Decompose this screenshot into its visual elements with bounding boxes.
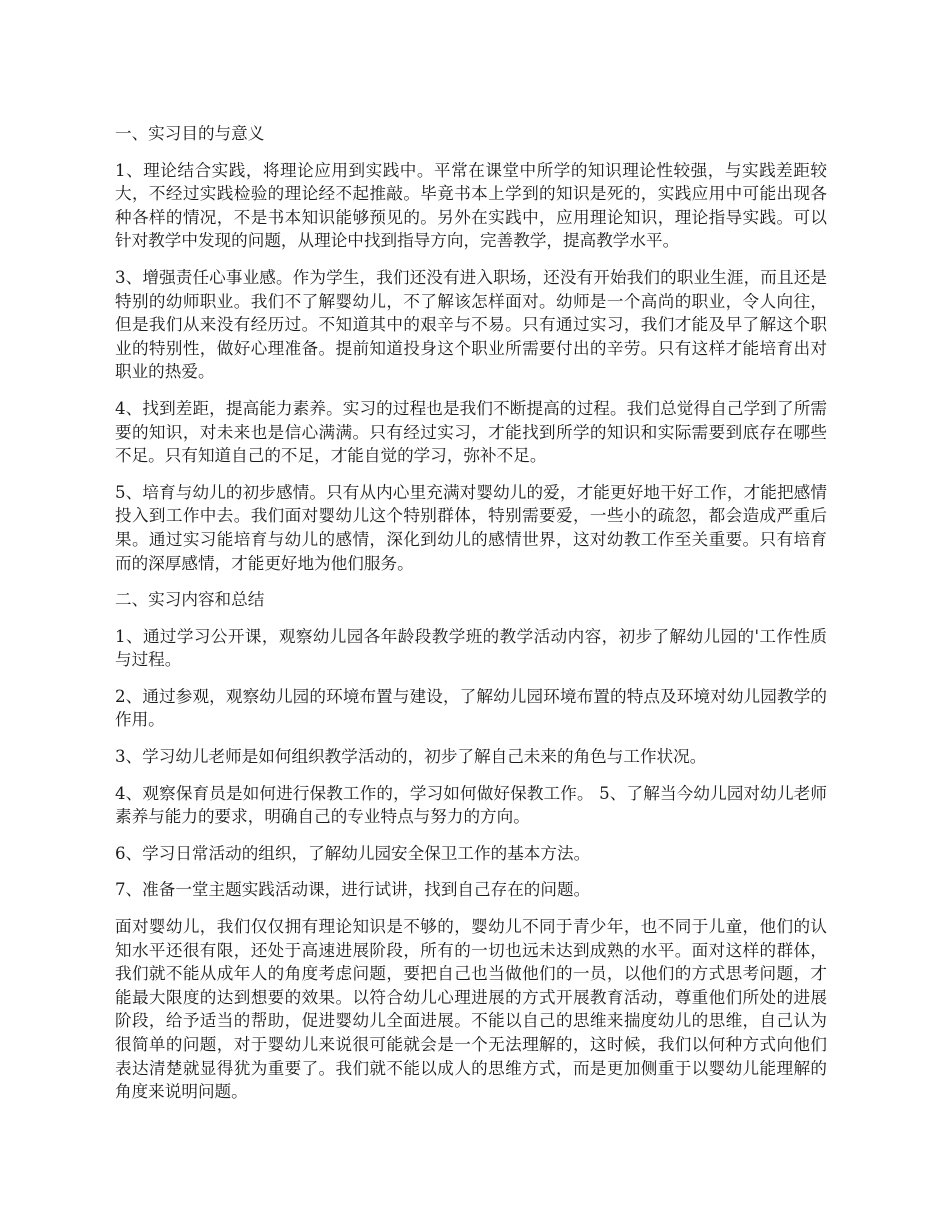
- paragraph: 3、增强责任心事业感。作为学生，我们还没有进入职场，还没有开始我们的职业生涯，而且还是特别的幼师职业。我们不了解婴幼儿，不了解该怎样面对。幼师是一个高尚的职业，令人向往，但是我们从来没有经历过。不知道其中的艰辛与不易。只有通过实习，我们才能及早了解这个职业的特别性，做好心理准备。提前知道投身这个职业所需要付出的辛劳。只有这样才能培育出对职业的热爱。: [115, 267, 827, 382]
- paragraph: 1、通过学习公开课，观察幼儿园各年龄段教学班的教学活动内容，初步了解幼儿园的'工作性质与过程。: [115, 626, 827, 670]
- paragraph: 4、找到差距，提高能力素养。实习的过程也是我们不断提高的过程。我们总觉得自己学到了所需要的知识，对未来也是信心满满。只有经过实习，才能找到所学的知识和实际需要到底存在哪些不足。只有知道自己的不足，才能自觉的学习，弥补不足。: [115, 398, 827, 466]
- document-body: [115, 122, 827, 1117]
- paragraph: 1、理论结合实践，将理论应用到实践中。平常在课堂中所学的知识理论性较强，与实践差距较大，不经过实践检验的理论经不起推敲。毕竟书本上学到的知识是死的，实践应用中可能出现各种各样的情况，不是书本知识能够预见的。另外在实践中，应用理论知识，理论指导实践。可以针对教学中发现的问题，从理论中找到指导方向，完善教学，提高教学水平。: [115, 160, 827, 251]
- section-heading-content: 二、实习内容和总结: [115, 590, 265, 610]
- paragraph: 面对婴幼儿，我们仅仅拥有理论知识是不够的，婴幼儿不同于青少年，也不同于儿童，他们的认知水平还很有限，还处于高速进展阶段，所有的一切也远未达到成熟的水平。面对这样的群体，我们就不能从成年人的角度考虑问题，要把自己也当做他们的一员，以他们的方式思考问题，才能最大限度的达到想要的效果。以符合幼儿心理进展的方式开展教育活动，尊重他们所处的进展阶段，给予适当的帮助，促进婴幼儿全面进展。不能以自己的思维来揣度幼儿的思维，自己认为很简单的问题，对于婴幼儿来说很可能就会是一个无法理解的，这时候，我们以何种方式向他们表达清楚就显得犹为重要了。我们就不能以成人的思维方式，而是更加侧重于以婴幼儿能理解的角度来说明问题。: [115, 917, 827, 1102]
- paragraph: 5、培育与幼儿的初步感情。只有从内心里充满对婴幼儿的爱，才能更好地干好工作，才能把感情投入到工作中去。我们面对婴幼儿这个特别群体，特别需要爱，一些小的疏忽，都会造成严重后果。通过实习能培育与幼儿的感情，深化到幼儿的感情世界，这对幼教工作至关重要。只有培育而的深厚感情，才能更好地为他们服务。: [115, 482, 827, 573]
- paragraph: 4、观察保育员是如何进行保教工作的，学习如何做好保教工作。 5、了解当今幼儿园对幼儿老师素养与能力的要求，明确自己的专业特点与努力的方向。: [115, 783, 827, 827]
- paragraph: 2、通过参观，观察幼儿园的环境布置与建设，了解幼儿园环境布置的特点及环境对幼儿园教学的作用。: [115, 686, 827, 730]
- paragraph: 6、学习日常活动的组织，了解幼儿园安全保卫工作的基本方法。: [115, 843, 591, 863]
- paragraph: 7、准备一堂主题实践活动课，进行试讲，找到自己存在的问题。: [115, 880, 591, 900]
- section-heading-purpose: 一、实习目的与意义: [115, 124, 265, 143]
- paragraph: 3、学习幼儿老师是如何组织教学活动的，初步了解自己未来的角色与工作状况。: [115, 747, 707, 767]
